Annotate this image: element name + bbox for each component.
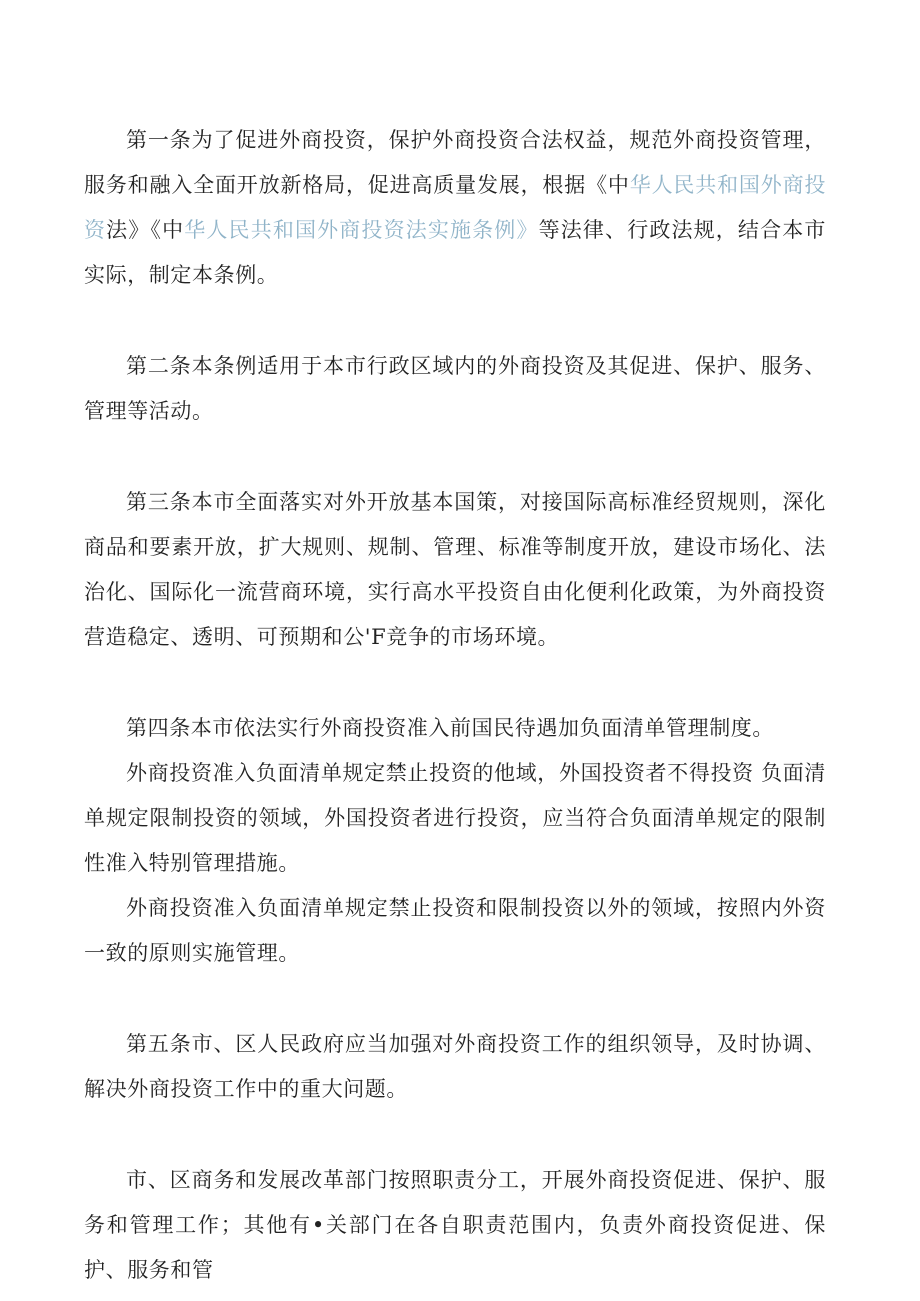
document-page <box>84 118 826 1293</box>
article-1-paragraph <box>84 118 826 298</box>
article-4-paragraph-2: 外商投资准入负面清单规定禁止投资的他域，外国投资者不得投资 负面清单规定限制投资的领域，外国投资者进行投资，应当符合负面清单规定的限制性准入特别管理措施。 <box>84 761 826 875</box>
article-5-paragraph-1: 第五条市、区人民政府应当加强对外商投资工作的组织领导，及时协调、解决外商投资工作中的重大问题。 <box>84 1032 826 1101</box>
article-4-paragraph-1: 第四条本市依法实行外商投资准入前国民待遇加负面清单管理制度。 <box>126 716 774 740</box>
article-1-text-b: 法》《中 <box>106 218 185 242</box>
article-2-paragraph: 第二条本条例适用于本市行政区域内的外商投资及其促进、保护、服务、管理等活动。 <box>84 354 826 423</box>
article-5-paragraph-2: 市、区商务和发展改革部门按照职责分工，开展外商投资促进、保护、服务和管理工作；其他有•关部门在各自职责范围内，负责外商投资促进、保护、服务和管 <box>84 1168 826 1282</box>
law-link-foreign-investment[interactable]: 华人民共和国外商投资 <box>84 173 827 242</box>
article-1-text-a: 第一条为了促进外商投资，保护外商投资合法权益，规范外商投资管理，服务和融入全面开放新格局，促进高质量发展，根据《中 <box>84 128 826 197</box>
article-4-paragraph-3: 外商投资准入负面清单规定禁止投资和限制投资以外的领域，按照内外资一致的原则实施管理。 <box>84 896 826 965</box>
article-1-text-c: 等法律、行政法规，结合本市实际，制定本条例。 <box>84 218 826 287</box>
law-link-implementing-regulations[interactable]: 华人民共和国外商投资法实施条例》 <box>184 218 539 242</box>
article-3-paragraph: 第三条本市全面落实对外开放基本国策，对接国际高标准经贸规则，深化商品和要素开放，扩大规则、规制、管理、标准等制度开放，建设市场化、法治化、国际化一流营商环境，实行高水平投资自由化便利化政策，为外商投资营造稳定、透明、可预期和公'F竞争的市场环境。 <box>84 490 826 649</box>
